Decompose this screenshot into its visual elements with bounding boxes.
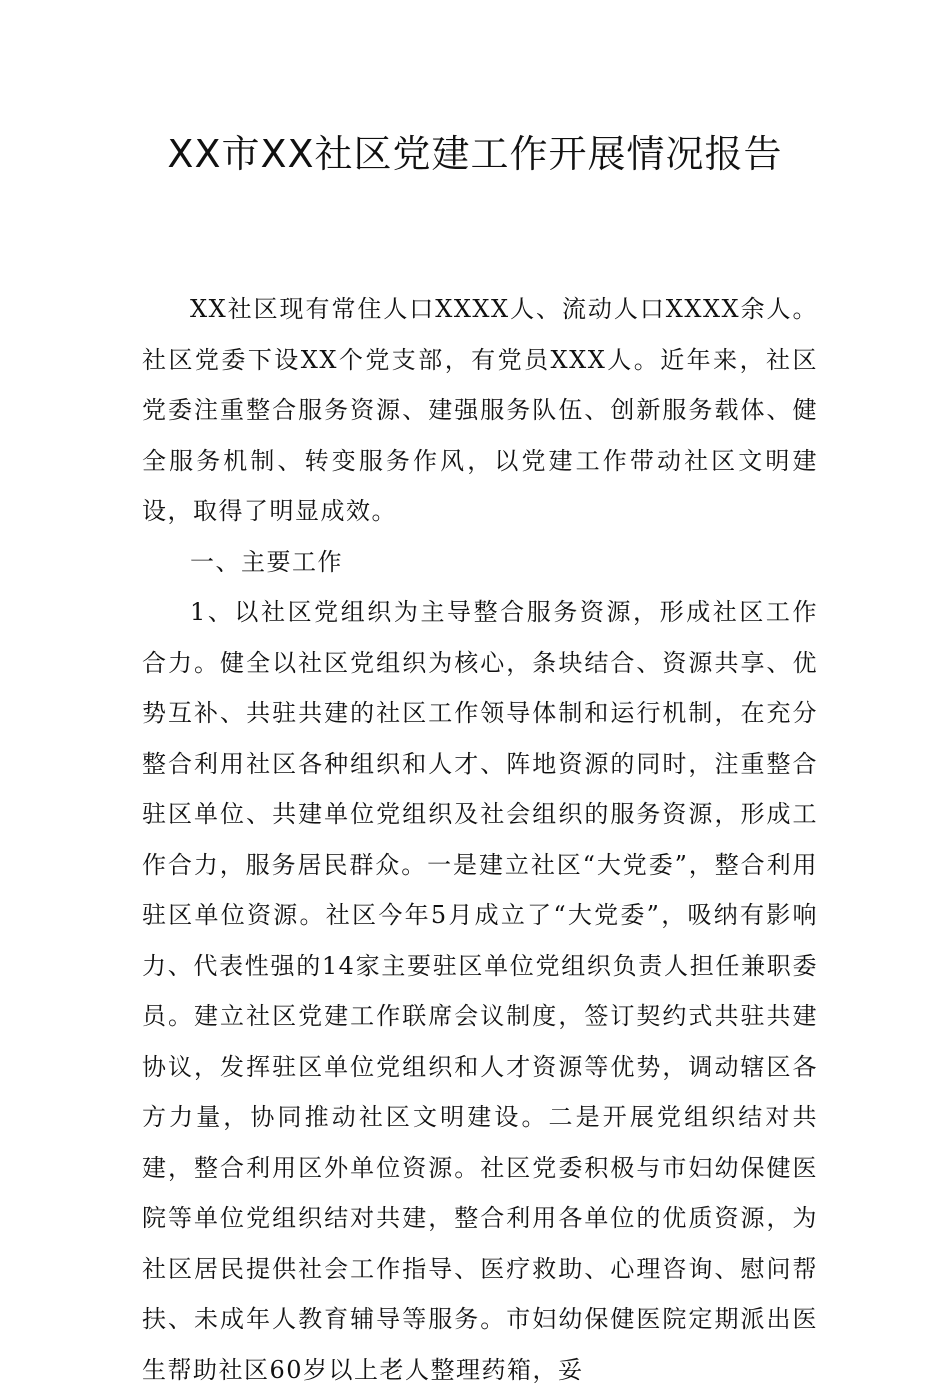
intro-paragraph: XX社区现有常住人口XXXX人、流动人口XXXX余人。社区党委下设XX个党支部，有党员XXX人。近年来，社区党委注重整合服务资源、建强服务队伍、创新服务载体、健全服务机制、转变服务作风，以党建工作带动社区文明建设，取得了明显成效。 — [142, 295, 818, 525]
section-heading: 一、主要工作 — [190, 547, 343, 576]
body-paragraph: 1、以社区党组织为主导整合服务资源，形成社区工作合力。健全以社区党组织为核心，条块结合、资源共享、优势互补、共驻共建的社区工作领导体制和运行机制，在充分整合利用社区各种组织和人才、阵地资源的同时，注重整合驻区单位、共建单位党组织及社会组织的服务资源，形成工作合力，服务居民群众。一是建立社区“大党委”，整合利用驻区单位资源。社区今年5月成立了“大党委”，吸纳有影响力、代表性强的14家主要驻区单位党组织负责人担任兼职委员。建立社区党建工作联席会议制度，签订契约式共驻共建协议，发挥驻区单位党组织和人才资源等优势，调动辖区各方力量，协同推动社区文明建设。二是开展党组织结对共建，整合利用区外单位资源。社区党委积极与市妇幼保健医院等单位党组织结对共建，整合利用各单位的优质资源，为社区居民提供社会工作指导、医疗救助、心理咨询、慰问帮扶、未成年人教育辅导等服务。市妇幼保健医院定期派出医生帮助社区60岁以上老人整理药箱，妥 — [142, 598, 818, 1384]
document-body — [142, 284, 818, 1395]
document-title: XX市XX社区党建工作开展情况报告 — [167, 132, 783, 176]
